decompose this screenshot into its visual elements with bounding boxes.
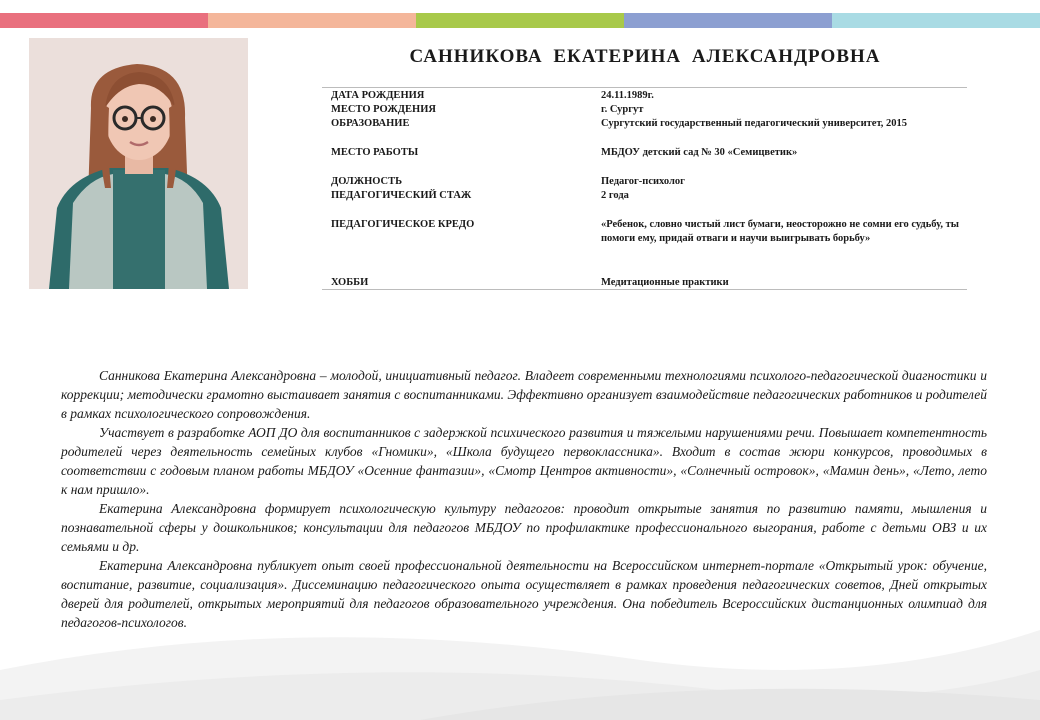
info-label: ХОББИ bbox=[331, 277, 369, 288]
biography bbox=[61, 366, 987, 632]
info-label: ДОЛЖНОСТЬ bbox=[331, 176, 403, 187]
person-name: САННИКОВА ЕКАТЕРИНА АЛЕКСАНДРОВНА bbox=[409, 46, 881, 67]
info-value: 2 года bbox=[601, 190, 629, 201]
bio-paragraph: Участвует в разработке АОП ДО для воспитанников с задержкой психического развития и тяжелыми нарушениями речи. Повышает компетентность родителей через деятельность семейных клубов «Гномики», «Школа будущего первоклассника». Входит в состав жюри конкурсов, проводимых в соответствии с годовым планом работы МБДОУ «Осенние фантазии», «Смотр Центров активности», «Солнечный островок», «Мамин день», «Лето, лето к нам пришло». bbox=[61, 425, 987, 497]
info-label: МЕСТО РОЖДЕНИЯ bbox=[331, 104, 436, 115]
info-label: ПЕДАГОГИЧЕСКОЕ КРЕДО bbox=[331, 219, 475, 230]
bio-paragraph: Санникова Екатерина Александровна – молодой, инициативный педагог. Владеет современными технологиями психолого-педагогической диагностики и коррекции; методически грамотно выстаивает занятия с воспитанниками. Эффективно организует взаимодействие педагогических работников и родителей в рамках психологического сопровождения. bbox=[61, 368, 987, 421]
info-value: г. Сургут bbox=[601, 104, 644, 115]
info-label: ПЕДАГОГИЧЕСКИЙ СТАЖ bbox=[331, 190, 472, 201]
info-label: МЕСТО РАБОТЫ bbox=[331, 147, 419, 158]
info-bottom-rule bbox=[322, 289, 967, 290]
info-value: МБДОУ детский сад № 30 «Семицветик» bbox=[601, 147, 798, 158]
bio-paragraph: Екатерина Александровна публикует опыт своей профессиональной деятельности на Всероссийском интернет-портале «Открытый урок: обучение, воспитание, развитие, социализация». Диссеминацию педагогического опыта осуществляет в рамках проведения педагогических советов, Дней открытых дверей для родителей, открытых мероприятий для педагогов образовательного учреждения. Она победитель Всероссийских дистанционных олимпиад для педагогов-психологов. bbox=[61, 558, 987, 630]
stripe-segment bbox=[624, 13, 832, 28]
bio-paragraph: Екатерина Александровна формирует психологическую культуру педагогов: проводит открытые занятия по развитию памяти, мышления и познавательной сферы у дошкольников; консультации для педагогов МБДОУ по профилактике профессионального выгорания, работе с детьми ОВЗ и их семьями и др. bbox=[61, 501, 987, 554]
stripe-segment bbox=[0, 13, 208, 28]
info-top-rule bbox=[322, 87, 967, 88]
info-label: ОБРАЗОВАНИЕ bbox=[331, 118, 410, 129]
info-value: 24.11.1989г. bbox=[601, 90, 654, 101]
info-value: «Ребенок, словно чистый лист бумаги, неосторожно не сомни его судьбу, ты помоги ему, придай отваги и научи выигрывать борьбу» bbox=[601, 219, 959, 244]
stripe-segment bbox=[208, 13, 416, 28]
info-value: Педагог-психолог bbox=[601, 176, 685, 187]
info-label: ДАТА РОЖДЕНИЯ bbox=[331, 90, 425, 101]
info-value: Медитационные практики bbox=[601, 277, 729, 288]
stripe-segment bbox=[416, 13, 624, 28]
portrait-photo bbox=[29, 38, 248, 289]
stripe-segment bbox=[832, 13, 1040, 28]
info-value: Сургутский государственный педагогический университет, 2015 bbox=[601, 118, 908, 129]
top-color-stripe bbox=[0, 13, 1040, 28]
